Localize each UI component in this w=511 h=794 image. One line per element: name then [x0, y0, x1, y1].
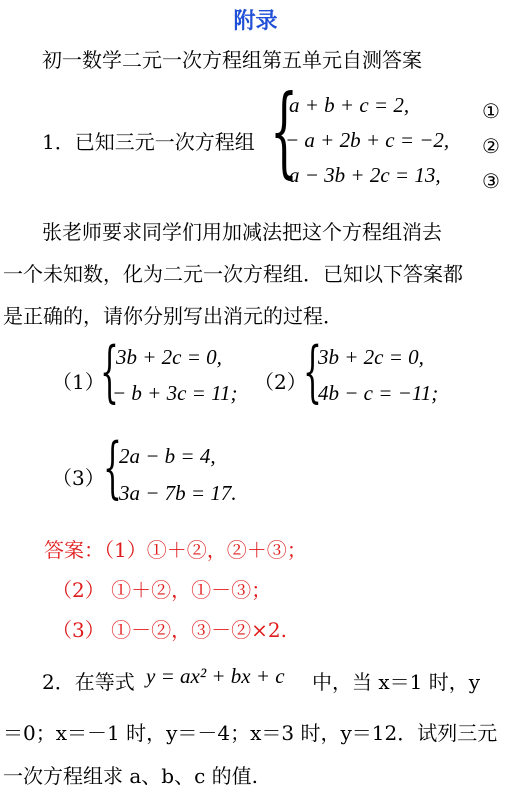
system-3-brace: { — [103, 429, 122, 506]
system-2-line-2: 4b − c = −11; — [318, 381, 439, 405]
problem2-equation: y = ax² + bx + c — [146, 664, 285, 688]
system-3-label: （3） — [52, 466, 105, 490]
answer-line-3: （3） ①－②，③－②×2. — [52, 618, 287, 642]
system-brace: { — [270, 75, 299, 189]
page-subtitle: 初一数学二元一次方程组第五单元自测答案 — [42, 48, 422, 72]
instruction-line-3: 是正确的，请你分别写出消元的过程． — [3, 304, 343, 328]
system-1-label: （1） — [52, 370, 105, 394]
equation-1: a + b + c = 2, — [289, 93, 410, 117]
problem2-prefix: 2．在等式 — [42, 670, 135, 694]
equation-marker-3: ③ — [482, 169, 500, 193]
equation-2: − a + 2b + c = −2, — [285, 128, 450, 152]
problem2-suffix: 中，当 x＝1 时，y — [312, 670, 481, 694]
system-2-brace: { — [303, 333, 322, 410]
equation-marker-2: ② — [482, 134, 500, 158]
system-3-line-2: 3a − 7b = 17. — [119, 481, 237, 505]
problem1-label: 1．已知三元一次方程组 — [42, 130, 255, 154]
system-2-label: （2） — [254, 370, 307, 394]
system-3-line-1: 2a − b = 4, — [119, 444, 216, 468]
instruction-line-2: 一个未知数，化为二元一次方程组．已知以下答案都 — [3, 262, 463, 286]
system-1-brace: { — [100, 333, 119, 410]
problem2-line-2: ＝0；x＝－1 时，y＝－4；x＝3 时，y＝12．试列三元 — [3, 721, 498, 745]
page-title: 附录 — [233, 8, 278, 34]
system-1-line-2: − b + 3c = 11; — [112, 381, 238, 405]
equation-3: a − 3b + 2c = 13, — [289, 163, 441, 187]
instruction-line-1: 张老师要求同学们用加减法把这个方程组消去 — [42, 220, 442, 244]
equation-marker-1: ① — [482, 99, 500, 123]
system-1-line-1: 3b + 2c = 0, — [116, 345, 222, 369]
answer-line-2: （2） ①＋②，①－③； — [52, 578, 272, 602]
problem2-line-3: 一次方程组求 a、b、c 的值. — [3, 764, 258, 788]
answer-line-1: 答案：（1）①＋②，②＋③； — [44, 538, 307, 562]
system-2-line-1: 3b + 2c = 0, — [318, 345, 424, 369]
